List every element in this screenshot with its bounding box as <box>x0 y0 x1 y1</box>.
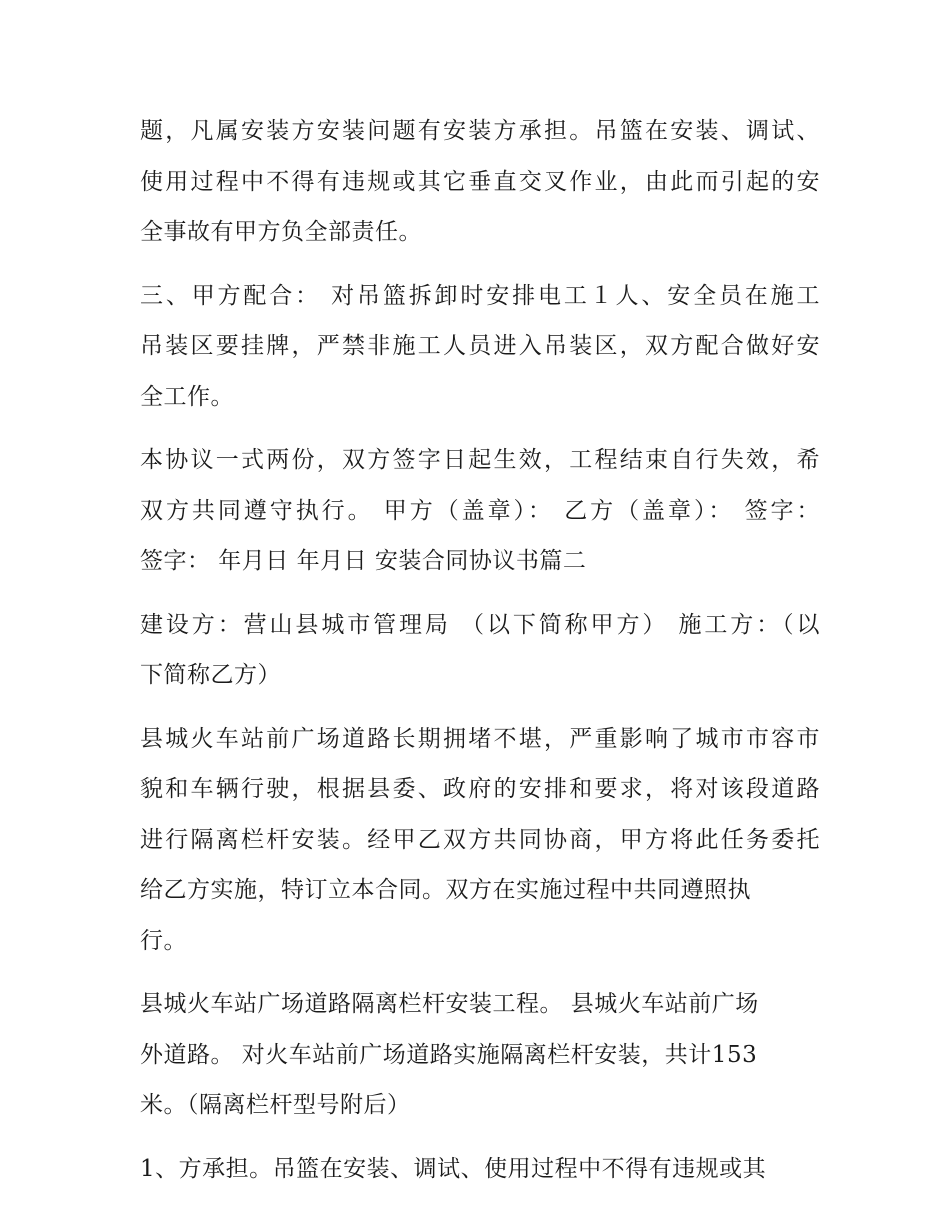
paragraph-1 <box>140 106 820 258</box>
text-line: 签字： 年月日 年月日 安装合同协议书篇二 <box>140 548 587 574</box>
paragraph-7 <box>140 1144 820 1195</box>
text-line: 吊装区要挂牌，严禁非施工人员进入吊装区，双方配合做好安 <box>140 333 820 359</box>
text-line: 使用过程中不得有违规或其它垂直交叉作业，由此而引起的安 <box>140 168 820 195</box>
text-line: 全事故有甲方负全部责任。 <box>140 219 422 245</box>
text-line: 三、甲方配合： 对吊篮拆卸时安排电工１人、安全员在施工 <box>140 282 820 309</box>
paragraph-3 <box>140 435 820 587</box>
text-line: 给乙方实施，特订立本合同。双方在实施过程中共同遵照执 <box>140 877 751 903</box>
text-line: 县城火车站广场道路隔离栏杆安装工程。 县城火车站前广场 <box>140 991 759 1017</box>
text-line: 进行隔离栏杆安装。经甲乙双方共同协商，甲方将此任务委托 <box>140 826 820 853</box>
paragraph-2 <box>140 271 820 423</box>
text-line: 行。 <box>140 927 187 954</box>
text-line: 外道路。 对火车站前广场道路实施隔离栏杆安装，共计153 <box>140 1041 758 1068</box>
text-line: 双方共同遵守执行。 甲方（盖章）： 乙方（盖章）： 签字： <box>140 497 820 524</box>
paragraph-5 <box>140 714 820 967</box>
text-line: 建设方：营山县城市管理局 （以下简称甲方） 施工方：（以 <box>140 611 820 638</box>
text-line: 县城火车站前广场道路长期拥堵不堪，严重影响了城市市容市 <box>140 725 820 752</box>
document-body <box>140 106 820 1207</box>
text-line: 貌和车辆行驶，根据县委、政府的安排和要求，将对该段道路 <box>140 776 820 802</box>
text-line: 本协议一式两份，双方签字日起生效，工程结束自行失效，希 <box>140 447 820 473</box>
text-line: 米。（隔离栏杆型号附后） <box>140 1092 411 1118</box>
text-line: 全工作。 <box>140 383 234 410</box>
text-line: 题，凡属安装方安装问题有安装方承担。吊篮在安装、调试、 <box>140 118 820 144</box>
text-line: 1、方承担。吊篮在安装、调试、使用过程中不得有违规或其 <box>140 1155 767 1182</box>
paragraph-6 <box>140 979 820 1131</box>
paragraph-4 <box>140 600 820 701</box>
text-line: 下简称乙方） <box>140 662 281 688</box>
